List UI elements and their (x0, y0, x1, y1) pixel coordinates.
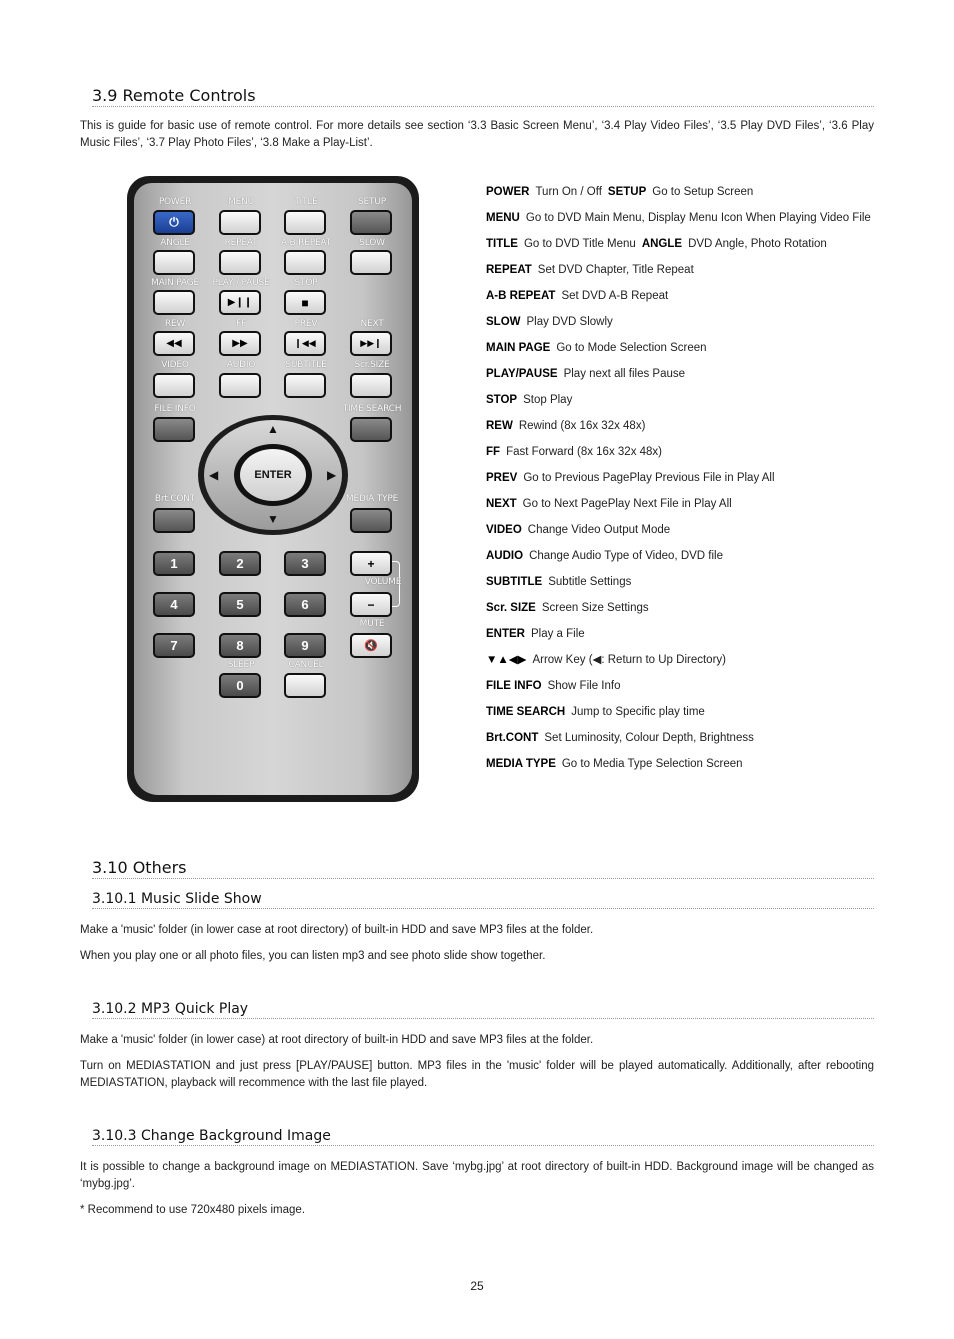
key-description: Subtitle Settings (548, 576, 632, 588)
music-slide-show-paragraph-2: When you play one or all photo files, you can listen mp3 and see photo slide show together. (80, 950, 546, 962)
key-name: TIME SEARCH (486, 706, 566, 718)
mp3-quick-play-paragraph-2: Turn on MEDIASTATION and just press [PLAY/PAUSE] button. MP3 files in the 'music' folder will be played automatically. Additionally, after rebooting MEDIASTATION, playback will recommence with the last file played. (80, 1060, 874, 1089)
file-info-button (153, 417, 195, 442)
subheading-change-background: 3.10.3 Change Background Image (92, 1128, 874, 1146)
key-description: DVD Angle, Photo Rotation (688, 238, 827, 250)
key-name: STOP (486, 394, 518, 406)
key-description: Arrow Key (◀: Return to Up Directory) (532, 654, 726, 666)
key-description: Jump to Specific play time (571, 706, 705, 718)
navigation-pad (198, 415, 348, 535)
key-description: Go to Previous PagePlay Previous File in Play All (523, 472, 775, 484)
volume-up-button (350, 551, 392, 576)
video-button (153, 373, 195, 398)
label-file-info: FILE INFO (154, 404, 196, 414)
label-scr-size: Scr.SIZE (354, 360, 390, 370)
play-pause-icon: ▶❙❙ (227, 297, 253, 308)
key-description-row (486, 366, 876, 383)
key-description-row (486, 678, 876, 695)
label-rew: REW (164, 319, 186, 329)
up-arrow-icon: ▲ (267, 422, 279, 436)
digit-1-button: 1 (153, 551, 195, 576)
subtitle-button (284, 373, 326, 398)
digit-4-button: 4 (153, 592, 195, 617)
ff-button (219, 331, 261, 356)
label-angle: ANGLE (160, 238, 190, 248)
key-description: Change Video Output Mode (527, 524, 671, 536)
angle-button (153, 250, 195, 275)
label-stop: STOP (294, 278, 318, 288)
key-description: Stop Play (523, 394, 573, 406)
key-description: Play a File (530, 628, 585, 640)
minus-icon: − (367, 597, 375, 612)
plus-icon: + (367, 556, 375, 571)
key-name: Brt.CONT (486, 732, 539, 744)
play-pause-button (219, 290, 261, 315)
key-description: Fast Forward (8x 16x 32x 48x) (506, 446, 663, 458)
key-name: MEDIA TYPE (486, 758, 556, 770)
key-name: TITLE (486, 238, 518, 250)
volume-down-button (350, 592, 392, 617)
label-title: TITLE (294, 197, 318, 207)
down-arrow-icon: ▼ (267, 512, 279, 526)
key-name: MAIN PAGE (486, 342, 551, 354)
key-description-row (486, 730, 876, 747)
key-description: Screen Size Settings (541, 602, 649, 614)
digit-6-button: 6 (284, 592, 326, 617)
key-description: Turn On / Off (535, 186, 602, 198)
label-video: VIDEO (161, 360, 189, 370)
cancel-button (284, 673, 326, 698)
key-name: A-B REPEAT (486, 290, 556, 302)
power-icon: ⏻ (169, 215, 179, 229)
key-description: Go to Setup Screen (652, 186, 754, 198)
mp3-quick-play-paragraph-1: Make a 'music' folder (in lower case) at root directory of built-in HDD and save MP3 files at the folder. (80, 1034, 594, 1046)
label-ab-repeat: A-B REPEAT (281, 238, 331, 248)
key-name: REW (486, 420, 513, 432)
page-number: 25 (470, 1279, 484, 1293)
scr-size-button (350, 373, 392, 398)
mute-button (350, 633, 392, 658)
key-name: FILE INFO (486, 680, 542, 692)
prev-button (284, 331, 326, 356)
key-description-row (486, 626, 876, 643)
key-name: AUDIO (486, 550, 524, 562)
key-description: Change Audio Type of Video, DVD file (529, 550, 723, 562)
menu-button (219, 210, 261, 235)
label-repeat: REPEAT (224, 238, 258, 248)
digit-8-button: 8 (219, 633, 261, 658)
key-description-row (486, 262, 876, 279)
label-play-pause: PLAY / PAUSE (212, 278, 270, 288)
key-description: Set Luminosity, Colour Depth, Brightness (544, 732, 754, 744)
label-brt-cont: Brt.CONT (154, 494, 196, 504)
remote-control-image (127, 176, 419, 802)
key-description: Set DVD A-B Repeat (561, 290, 669, 302)
section-heading-others: 3.10 Others (92, 858, 874, 879)
key-description: Go to DVD Main Menu, Display Menu Icon When Playing Video File (525, 212, 871, 224)
section-heading-remote-controls: 3.9 Remote Controls (92, 86, 874, 107)
label-power: POWER (158, 197, 192, 207)
key-description-row (486, 522, 876, 539)
key-description-row (486, 496, 876, 513)
key-description-row (486, 236, 876, 253)
label-media-type: MEDIA TYPE (345, 494, 399, 504)
key-description: Set DVD Chapter, Title Repeat (537, 264, 694, 276)
label-volume: VOLUME (364, 577, 402, 587)
digit-2-button: 2 (219, 551, 261, 576)
digit-0-button: 0 (219, 673, 261, 698)
audio-button (219, 373, 261, 398)
key-description-row (486, 288, 876, 305)
setup-button (350, 210, 392, 235)
key-name: POWER (486, 186, 530, 198)
remote-intro-paragraph: This is guide for basic use of remote control. For more details see section ‘3.3 Basic Screen Menu’, ‘3.4 Play Video Files’, ‘3.5 Play DVD Files’, ‘3.6 Play Music Files’, ‘3.7 Play Photo Files’, ‘3.8 Make a Play-List’. (80, 120, 874, 149)
digit-5-button: 5 (219, 592, 261, 617)
key-description-row (486, 756, 876, 773)
key-description-row (486, 184, 876, 201)
key-description-row (486, 470, 876, 487)
label-subtitle: SUBTITLE (285, 360, 327, 370)
key-description: Rewind (8x 16x 32x 48x) (518, 420, 646, 432)
digit-7-button: 7 (153, 633, 195, 658)
repeat-button (219, 250, 261, 275)
key-name: ENTER (486, 628, 525, 640)
change-background-paragraph-1: It is possible to change a background image on MEDIASTATION. Save ‘mybg.jpg’ at root directory of built-in HDD. Background image will be changed as ‘mybg.jpg’. (80, 1161, 874, 1190)
main-page-button (153, 290, 195, 315)
power-button (153, 210, 195, 235)
key-name: ANGLE (641, 238, 683, 250)
label-cancel: CANCEL (288, 660, 324, 670)
next-icon: ▶▶❙ (360, 338, 382, 348)
key-name: PREV (486, 472, 518, 484)
key-description-list (486, 184, 876, 782)
key-description: Go to DVD Title Menu (523, 238, 636, 250)
fast-forward-icon: ▶▶ (232, 338, 248, 349)
key-description-row (486, 314, 876, 331)
digit-9-button: 9 (284, 633, 326, 658)
rewind-icon: ◀◀ (166, 338, 182, 349)
label-ff: FF (236, 319, 246, 329)
label-setup: SETUP (358, 197, 386, 207)
key-name: PLAY/PAUSE (486, 368, 558, 380)
label-time-search: TIME SEARCH (342, 404, 402, 414)
key-description: Play next all files Pause (563, 368, 686, 380)
key-description-row (486, 548, 876, 565)
enter-button-ring (234, 444, 312, 506)
key-description-row (486, 444, 876, 461)
key-name: SLOW (486, 316, 521, 328)
key-name: REPEAT (486, 264, 532, 276)
key-description-row (486, 418, 876, 435)
key-name: NEXT (486, 498, 517, 510)
rew-button (153, 331, 195, 356)
label-prev: PREV (294, 319, 318, 329)
label-mute: MUTE (359, 619, 385, 629)
label-next: NEXT (360, 319, 384, 329)
title-button (284, 210, 326, 235)
label-main-page: MAIN PAGE (151, 278, 199, 288)
music-slide-show-paragraph-1: Make a 'music' folder (in lower case at root directory) of built-in HDD and save MP3 files at the folder. (80, 924, 594, 936)
media-type-button (350, 508, 392, 533)
label-slow: SLOW (359, 238, 385, 248)
key-description: Go to Media Type Selection Screen (561, 758, 743, 770)
slow-button (350, 250, 392, 275)
key-name: ▼▲◀▶ (486, 654, 527, 666)
right-arrow-icon: ▶ (327, 468, 337, 482)
stop-button (284, 290, 326, 315)
key-description: Go to Mode Selection Screen (556, 342, 707, 354)
mute-icon: 🔇 (364, 640, 378, 652)
change-background-note: * Recommend to use 720x480 pixels image. (80, 1204, 306, 1216)
label-sleep: SLEEP (227, 660, 255, 670)
key-description-row (486, 210, 876, 227)
digit-3-button: 3 (284, 551, 326, 576)
key-description-row (486, 600, 876, 617)
key-name: FF (486, 446, 501, 458)
key-name: SUBTITLE (486, 576, 543, 588)
key-name: VIDEO (486, 524, 522, 536)
key-name: SETUP (607, 186, 647, 198)
key-description: Play DVD Slowly (526, 316, 613, 328)
label-audio: AUDIO (226, 360, 256, 370)
key-description: Show File Info (547, 680, 621, 692)
key-description: Go to Next PagePlay Next File in Play All (522, 498, 732, 510)
next-button (350, 331, 392, 356)
time-search-button (350, 417, 392, 442)
key-description-row (486, 652, 876, 669)
stop-icon: ■ (301, 295, 309, 310)
key-name: MENU (486, 212, 520, 224)
key-description-row (486, 704, 876, 721)
key-description-row (486, 340, 876, 357)
ab-repeat-button (284, 250, 326, 275)
key-description-row (486, 574, 876, 591)
brt-cont-button (153, 508, 195, 533)
subheading-mp3-quick-play: 3.10.2 MP3 Quick Play (92, 1001, 874, 1019)
key-name: Scr. SIZE (486, 602, 536, 614)
label-menu: MENU (228, 197, 254, 207)
previous-icon: ❙◀◀ (294, 338, 316, 348)
enter-button: ENTER (240, 449, 306, 501)
subheading-music-slide-show: 3.10.1 Music Slide Show (92, 891, 874, 909)
key-description-row (486, 392, 876, 409)
left-arrow-icon: ◀ (209, 468, 219, 482)
